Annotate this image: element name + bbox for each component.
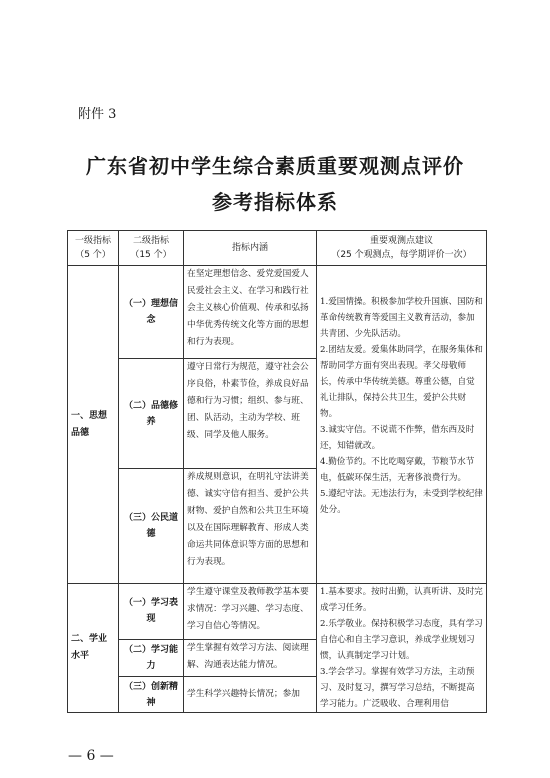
level2-cell xyxy=(119,677,184,713)
level1-cell xyxy=(68,266,119,584)
level2-label: （三）创新精神 xyxy=(123,681,178,708)
level2-cell xyxy=(119,359,184,469)
observation-item: 2.团结友爱。爱集体助同学，在服务集体和帮助同学方面有突出表现。孝父母敬师长，传承中华传统美德。尊重公德，自觉礼让排队，保持公共卫生，爱护公共财物。 xyxy=(320,345,483,419)
page-number: — 6 — xyxy=(68,748,114,764)
content-text: 遵守日常行为规范，遵守社会公序良俗，朴素节俭，养成良好品德和行为习惯；组织、参与班、团、队活动，主动为学校、班级、同学及他人服务。 xyxy=(187,362,309,440)
observation-item: 5.遵纪守法。无违法行为，未受到学校纪律处分。 xyxy=(320,489,483,515)
content-cell xyxy=(184,639,317,677)
observation-item: 1.爱国情操。积极参加学校升国旗、国防和革命传统教育等爱国主义教育活动，参加共青团、少先队活动。 xyxy=(320,297,483,339)
table-row xyxy=(68,584,487,640)
content-cell xyxy=(184,359,317,469)
header-content-label: 指标内涵 xyxy=(231,243,268,253)
content-cell xyxy=(184,677,317,713)
observation-item: 2.乐学敬业。保持积极学习态度，具有学习自信心和自主学习意识，养成学业规划习惯，认真制定学习计划。 xyxy=(320,619,483,661)
header-level1-count: （5 个） xyxy=(75,250,111,260)
content-text: 在坚定理想信念、爱党爱国爱人民爱社会主义、在学习和践行社会主义核心价值观、传承和弘扬中华优秀传统文化等方面的思想和行为表现。 xyxy=(187,269,309,347)
level2-label: （一）学习表现 xyxy=(123,598,178,625)
observation-cell xyxy=(317,584,487,713)
level2-cell xyxy=(119,584,184,640)
level2-cell xyxy=(119,266,184,359)
level1-cell xyxy=(68,584,119,713)
header-level2 xyxy=(119,231,184,266)
table-row xyxy=(68,266,487,359)
header-level1-label: 一级指标 xyxy=(74,236,111,246)
level2-label: （二）品德修养 xyxy=(123,400,178,427)
header-level1 xyxy=(68,231,119,266)
document-title-line-1: 广东省初中学生综合素质重要观测点评价 xyxy=(86,154,464,178)
observation-item: 4.勤俭节约。不比吃喝穿戴，节粮节水节电，低碳环保生活，无奢侈浪费行为。 xyxy=(320,457,475,483)
level1-label: 一、思想品德 xyxy=(71,410,108,438)
header-level2-label: 二级指标 xyxy=(132,236,169,246)
document-title-line-2: 参考指标体系 xyxy=(212,190,338,214)
content-text: 学生掌握有效学习方法、阅读理解、沟通表达能力情况。 xyxy=(187,642,309,670)
content-text: 学生科学兴趣特长情况；参加 xyxy=(187,689,300,700)
indicator-table xyxy=(67,230,487,713)
level2-label: （二）学习能力 xyxy=(123,645,178,672)
level2-label: （三）公民道德 xyxy=(123,513,178,539)
attachment-label: 附件 3 xyxy=(78,107,117,122)
header-observation-sub: （25 个观测点，每学期评价一次） xyxy=(331,250,472,260)
level2-cell xyxy=(119,469,184,584)
level1-label: 二、学业水平 xyxy=(71,634,108,661)
header-level2-count: （15 个） xyxy=(130,250,172,260)
observation-item: 3.诚实守信。不说谎不作弊，借东西及时还，知错就改。 xyxy=(320,425,475,451)
header-observation xyxy=(317,231,487,266)
observation-item: 3.学会学习。掌握有效学习方法，主动预习、及时复习，撰写学习总结，不断提高学习能力。广泛吸收、合理利用信 xyxy=(320,667,475,709)
content-text: 学生遵守课堂及教师教学基本要求情况：学习兴趣、学习态度、学习自信心等情况。 xyxy=(187,587,309,631)
content-cell xyxy=(184,469,317,584)
content-cell xyxy=(184,266,317,359)
table-header-row xyxy=(68,231,487,266)
level2-label: （一）理想信念 xyxy=(123,299,178,325)
header-content xyxy=(184,231,317,266)
content-cell xyxy=(184,584,317,640)
observation-item: 1.基本要求。按时出勤，认真听讲、及时完成学习任务。 xyxy=(320,587,483,613)
observation-cell xyxy=(317,266,487,584)
header-observation-label: 重要观测点建议 xyxy=(369,236,433,246)
content-text: 养成规则意识，在明礼守法讲美德、诚实守信有担当、爱护公共财物、爱护自然和公共卫生环境以及在国际理解教育、形成人类命运共同体意识等方面的思想和行为表现。 xyxy=(187,472,309,567)
level2-cell xyxy=(119,639,184,677)
